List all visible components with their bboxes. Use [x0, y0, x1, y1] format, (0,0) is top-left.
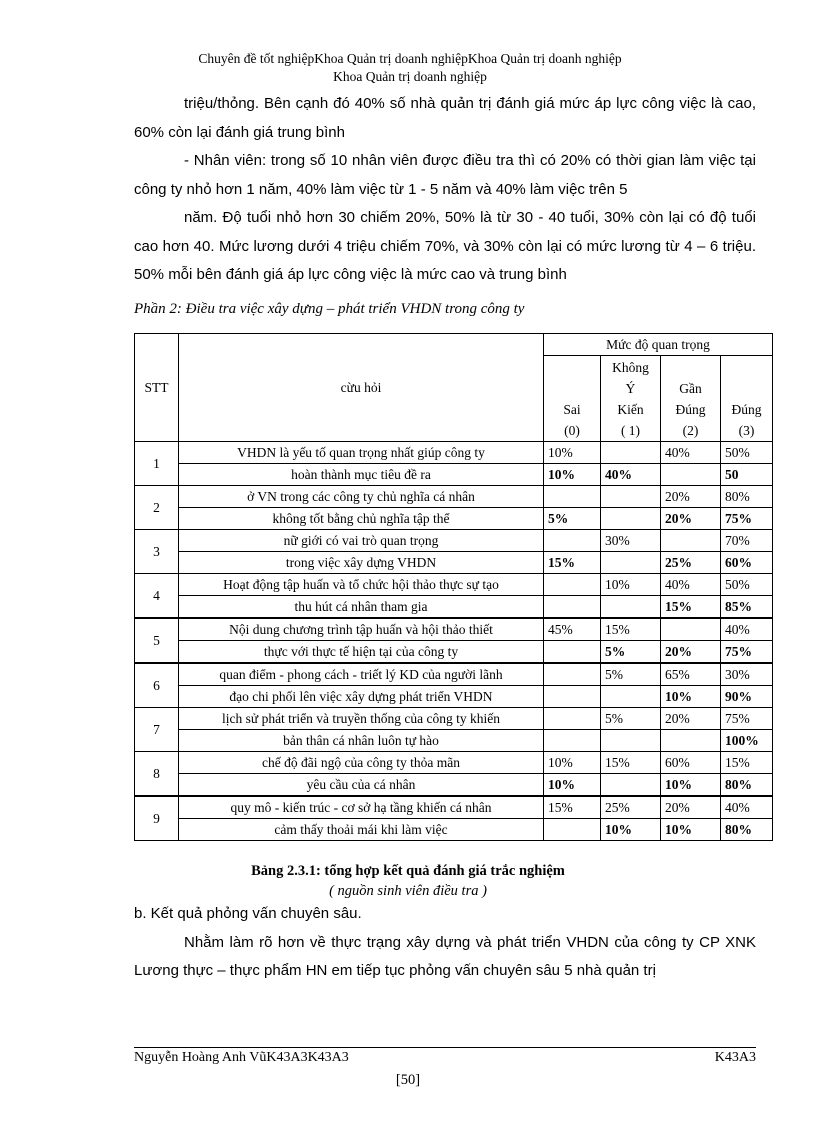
table-row — [135, 574, 773, 596]
row-value: 65% — [661, 663, 721, 686]
row-stt: 4 — [135, 574, 179, 619]
caption-title: Bảng 2.3.1: tổng hợp kết quả đánh giá trắc nghiệm — [251, 863, 565, 879]
row-stt: 2 — [135, 486, 179, 530]
row-value: 80% — [721, 486, 773, 508]
row-value-bold: 5% — [544, 508, 601, 530]
row-value: 25% — [601, 796, 661, 819]
row-value: 45% — [544, 618, 601, 641]
row-value-bold: 50 — [721, 464, 773, 486]
row-question-line-2: bản thân cá nhân luôn tự hào — [179, 730, 544, 752]
row-value: 50% — [721, 574, 773, 596]
row-value: 15% — [601, 618, 661, 641]
row-value — [601, 486, 661, 508]
table-row-sub — [135, 641, 773, 664]
table-row-sub — [135, 730, 773, 752]
header-col-3: Đúng (3) — [721, 356, 773, 442]
row-value: 30% — [721, 663, 773, 686]
paragraph-1: triệu/thỏng. Bên cạnh đó 40% số nhà quản trị đánh giá mức áp lực công việc là cao, 60% còn lại đánh giá trung bình — [134, 95, 756, 141]
body-paragraphs — [134, 90, 756, 290]
row-question-line-1: Nội dung chương trình tập huấn và hội thảo thiết — [179, 618, 544, 641]
table-row-sub — [135, 686, 773, 708]
row-value: 70% — [721, 530, 773, 552]
row-stt: 5 — [135, 618, 179, 663]
row-question-line-2: thực với thực tế hiện tại của công ty — [179, 641, 544, 664]
table-row — [135, 486, 773, 508]
row-value-bold — [544, 641, 601, 664]
footer — [134, 1050, 756, 1066]
row-question-line-1: chế độ đãi ngộ của công ty thỏa mãn — [179, 752, 544, 774]
header-col-2: Gần Đúng (2) — [661, 356, 721, 442]
row-value: 10% — [601, 574, 661, 596]
row-value — [544, 486, 601, 508]
row-value-bold: 5% — [601, 641, 661, 664]
row-value: 40% — [721, 618, 773, 641]
row-value — [544, 530, 601, 552]
row-stt: 6 — [135, 663, 179, 708]
row-question-line-2: thu hút cá nhân tham gia — [179, 596, 544, 619]
row-value-bold: 10% — [601, 819, 661, 841]
table-row — [135, 752, 773, 774]
row-value: 60% — [661, 752, 721, 774]
row-value: 30% — [601, 530, 661, 552]
body-paragraphs-2 — [134, 900, 756, 986]
row-value — [601, 442, 661, 464]
row-value: 15% — [721, 752, 773, 774]
paragraph-4: b. Kết quả phỏng vấn chuyên sâu. — [134, 905, 362, 922]
row-value-bold — [544, 819, 601, 841]
row-value-bold — [661, 730, 721, 752]
header-question: cừu hỏi — [179, 334, 544, 442]
row-value: 20% — [661, 486, 721, 508]
survey-table — [134, 333, 773, 841]
row-value-bold — [601, 508, 661, 530]
table-row-sub — [135, 774, 773, 797]
row-value-bold: 80% — [721, 819, 773, 841]
row-question-line-2: đạo chi phối lên việc xây dựng phát triển VHDN — [179, 686, 544, 708]
row-value-bold: 20% — [661, 641, 721, 664]
table-row-sub — [135, 464, 773, 486]
row-value-bold — [544, 596, 601, 619]
table-row-sub — [135, 552, 773, 574]
table-row — [135, 618, 773, 641]
row-question-line-2: cảm thấy thoải mái khi làm việc — [179, 819, 544, 841]
row-value-bold: 20% — [661, 508, 721, 530]
row-question-line-1: nữ giới có vai trò quan trọng — [179, 530, 544, 552]
header-line-2: Khoa Quản trị doanh nghiệp — [333, 69, 487, 84]
row-value-bold: 80% — [721, 774, 773, 797]
row-value: 50% — [721, 442, 773, 464]
paragraph-5: Nhằm làm rõ hơn về thực trạng xây dựng và phát triển VHDN của công ty CP XNK Lương thực – thực phẩm HN em tiếp tục phỏng vấn chuyên sâu 5 nhà quản trị — [134, 933, 756, 979]
row-value-bold: 40% — [601, 464, 661, 486]
row-value: 40% — [721, 796, 773, 819]
row-value: 15% — [544, 796, 601, 819]
row-stt: 8 — [135, 752, 179, 797]
row-question-line-1: quan điểm - phong cách - triết lý KD của người lãnh — [179, 663, 544, 686]
table-row-sub — [135, 596, 773, 619]
row-question-line-1: Hoạt động tập huấn và tổ chức hội thảo thực sự tạo — [179, 574, 544, 596]
row-value — [544, 574, 601, 596]
row-value — [544, 663, 601, 686]
row-value-bold — [601, 596, 661, 619]
footer-class: K43A3 — [714, 1050, 756, 1065]
row-value: 20% — [661, 796, 721, 819]
table-row — [135, 530, 773, 552]
row-value-bold: 25% — [661, 552, 721, 574]
row-value-bold — [601, 730, 661, 752]
row-value — [661, 618, 721, 641]
row-value: 5% — [601, 708, 661, 730]
row-value-bold — [601, 774, 661, 797]
row-stt: 3 — [135, 530, 179, 574]
header-stt: STT — [135, 334, 179, 442]
page-number: [50] — [395, 1072, 421, 1088]
row-value-bold: 10% — [661, 686, 721, 708]
row-question-line-2: yêu cầu của cá nhân — [179, 774, 544, 797]
row-value-bold — [544, 686, 601, 708]
row-value — [544, 708, 601, 730]
row-value-bold: 10% — [544, 774, 601, 797]
row-value-bold — [661, 464, 721, 486]
row-value: 40% — [661, 574, 721, 596]
row-stt: 9 — [135, 796, 179, 841]
table-row-sub — [135, 508, 773, 530]
row-value-bold — [544, 730, 601, 752]
row-question-line-1: lịch sử phát triển và truyền thống của công ty khiến — [179, 708, 544, 730]
row-question-line-1: ở VN trong các công ty chủ nghĩa cá nhân — [179, 486, 544, 508]
header-importance: Mức độ quan trọng — [544, 334, 773, 356]
header-col-0: Sai (0) — [544, 356, 601, 442]
table-row — [135, 442, 773, 464]
row-value: 20% — [661, 708, 721, 730]
row-value-bold: 85% — [721, 596, 773, 619]
row-value-bold — [601, 686, 661, 708]
row-value: 5% — [601, 663, 661, 686]
footer-rule — [134, 1047, 756, 1048]
page-header — [120, 50, 700, 86]
row-value-bold: 75% — [721, 641, 773, 664]
row-stt: 1 — [135, 442, 179, 486]
table-caption — [0, 861, 816, 901]
row-value-bold: 90% — [721, 686, 773, 708]
row-value-bold: 60% — [721, 552, 773, 574]
paragraph-2: - Nhân viên: trong số 10 nhân viên được điều tra thì có 20% có thời gian làm việc tại công ty nhỏ hơn 1 năm, 40% làm việc từ 1 - 5 năm và 40% làm việc trên 5 — [134, 152, 756, 198]
header-col-1: Không Ý Kiến ( 1) — [601, 356, 661, 442]
row-question-line-2: không tốt bằng chủ nghĩa tập thể — [179, 508, 544, 530]
row-value: 10% — [544, 442, 601, 464]
table-row — [135, 796, 773, 819]
row-value-bold: 100% — [721, 730, 773, 752]
row-value-bold: 75% — [721, 508, 773, 530]
section-title: Phần 2: Điều tra việc xây dựng – phát triển VHDN trong công ty — [134, 301, 525, 317]
row-value-bold — [601, 552, 661, 574]
row-value-bold: 15% — [544, 552, 601, 574]
caption-source: ( nguồn sinh viên điều tra ) — [329, 883, 487, 899]
table-row-sub — [135, 819, 773, 841]
row-value-bold: 10% — [661, 774, 721, 797]
row-value-bold: 10% — [661, 819, 721, 841]
row-value: 40% — [661, 442, 721, 464]
paragraph-3: năm. Độ tuổi nhỏ hơn 30 chiếm 20%, 50% là từ 30 - 40 tuổi, 30% còn lại có độ tuổi cao hơn 40. Mức lương dưới 4 triệu chiếm 70%, và 30% còn lại có mức lương từ 4 – 6 triệu. 50% mỗi bên đánh giá áp lực công việc là mức cao và trung bình — [134, 209, 756, 283]
row-question-line-2: trong việc xây dựng VHDN — [179, 552, 544, 574]
row-question-line-2: hoàn thành mục tiêu đề ra — [179, 464, 544, 486]
row-value-bold: 10% — [544, 464, 601, 486]
row-question-line-1: quy mô - kiến trúc - cơ sở hạ tầng khiến cá nhân — [179, 796, 544, 819]
footer-author: Nguyễn Hoàng Anh VũK43A3K43A3 — [134, 1050, 349, 1065]
row-value-bold: 15% — [661, 596, 721, 619]
row-question-line-1: VHDN là yếu tố quan trọng nhất giúp công ty — [179, 442, 544, 464]
row-value: 10% — [544, 752, 601, 774]
row-value — [661, 530, 721, 552]
row-stt: 7 — [135, 708, 179, 752]
row-value: 15% — [601, 752, 661, 774]
table-row — [135, 663, 773, 686]
header-line-1: Chuyên đề tốt nghiệpKhoa Quản trị doanh nghiệpKhoa Quản trị doanh nghiệp — [198, 51, 622, 66]
table-row — [135, 708, 773, 730]
row-value: 75% — [721, 708, 773, 730]
